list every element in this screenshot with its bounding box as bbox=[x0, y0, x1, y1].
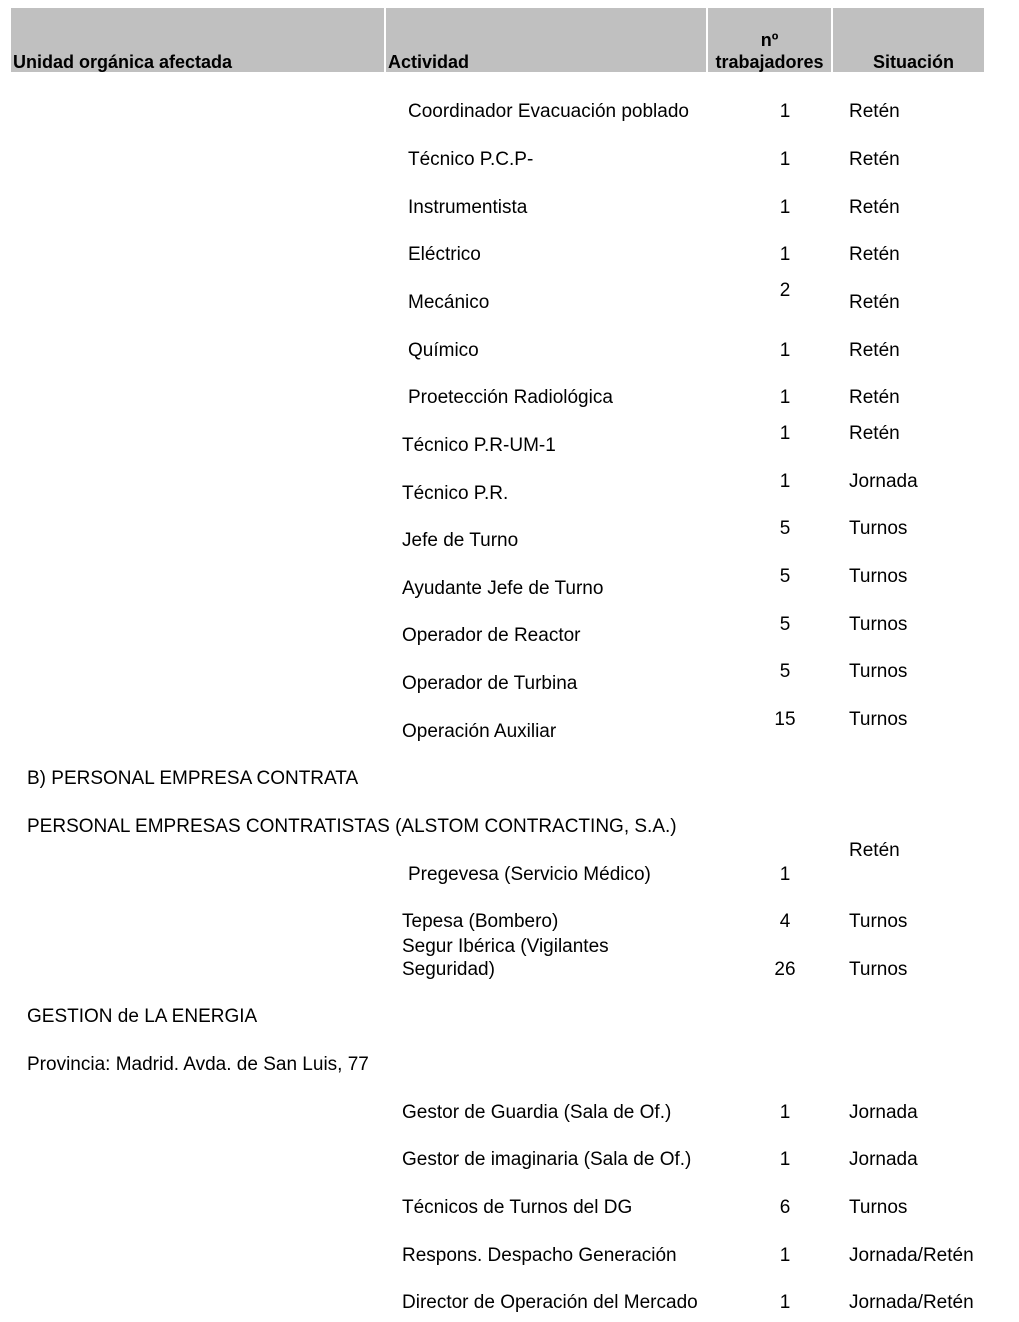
row-situacion: Turnos bbox=[849, 1197, 908, 1218]
row-numero: 1 bbox=[779, 1292, 791, 1313]
row-situacion: Retén bbox=[849, 197, 900, 218]
row-numero: 1 bbox=[779, 149, 791, 170]
row-situacion: Jornada bbox=[849, 1149, 918, 1170]
header-situacion: Situación bbox=[872, 52, 954, 72]
row-numero: 4 bbox=[779, 911, 791, 932]
row-numero: 26 bbox=[774, 959, 796, 980]
row-actividad: Proetección Radiológica bbox=[408, 387, 613, 408]
row-situacion: Turnos bbox=[849, 566, 908, 587]
row-actividad: Ayudante Jefe de Turno bbox=[402, 578, 604, 599]
header-situacion-cell bbox=[833, 8, 984, 72]
row-numero: 1 bbox=[779, 244, 791, 265]
row-numero: 1 bbox=[779, 340, 791, 361]
gestion-title: GESTION de LA ENERGIA bbox=[27, 1006, 258, 1027]
header-numero-bottom: trabajadores bbox=[715, 52, 824, 72]
row-actividad: Instrumentista bbox=[408, 197, 528, 218]
row-numero: 1 bbox=[779, 387, 791, 408]
header-unidad-cell bbox=[11, 8, 384, 72]
row-actividad: Técnico P.R. bbox=[402, 483, 509, 504]
row-numero: 1 bbox=[779, 864, 791, 885]
row-actividad: Operador de Reactor bbox=[402, 625, 581, 646]
row-situacion: Retén bbox=[849, 101, 900, 122]
row-numero: 5 bbox=[779, 661, 791, 682]
row-situacion: Turnos bbox=[849, 709, 908, 730]
row-situacion: Turnos bbox=[849, 614, 908, 635]
row-actividad: Coordinador Evacuación poblado bbox=[408, 101, 689, 122]
row-situacion: Retén bbox=[849, 292, 900, 313]
header-numero-cell bbox=[708, 8, 831, 72]
contratistas-title: PERSONAL EMPRESAS CONTRATISTAS (ALSTOM CONTRACTING, S.A.) bbox=[27, 816, 677, 837]
row-numero: 1 bbox=[779, 197, 791, 218]
header-actividad: Actividad bbox=[388, 52, 470, 72]
row-actividad: Técnico P.R-UM-1 bbox=[402, 435, 556, 456]
header-numero-top: nº bbox=[760, 30, 779, 50]
row-situacion: Retén bbox=[849, 244, 900, 265]
row-actividad-line2: Seguridad) bbox=[402, 959, 495, 980]
row-situacion: Turnos bbox=[849, 911, 908, 932]
section-b-title: B) PERSONAL EMPRESA CONTRATA bbox=[27, 768, 359, 789]
row-actividad: Operación Auxiliar bbox=[402, 721, 557, 742]
row-numero: 2 bbox=[779, 280, 791, 301]
row-numero: 5 bbox=[779, 518, 791, 539]
row-actividad: Director de Operación del Mercado bbox=[402, 1292, 698, 1313]
row-situacion: Turnos bbox=[849, 518, 908, 539]
row-actividad: Eléctrico bbox=[408, 244, 481, 265]
row-actividad: Operador de Turbina bbox=[402, 673, 578, 694]
row-situacion: Jornada bbox=[849, 471, 918, 492]
row-situacion: Jornada bbox=[849, 1102, 918, 1123]
row-situacion: Retén bbox=[849, 840, 900, 861]
row-actividad: Jefe de Turno bbox=[402, 530, 519, 551]
header-unidad: Unidad orgánica afectada bbox=[13, 52, 233, 72]
row-actividad: Técnicos de Turnos del DG bbox=[402, 1197, 633, 1218]
row-situacion: Turnos bbox=[849, 959, 908, 980]
header-actividad-cell bbox=[386, 8, 706, 72]
row-numero: 1 bbox=[779, 1245, 791, 1266]
row-situacion: Jornada/Retén bbox=[849, 1245, 974, 1266]
row-situacion: Retén bbox=[849, 387, 900, 408]
row-numero: 5 bbox=[779, 566, 791, 587]
row-actividad-line1: Segur Ibérica (Vigilantes bbox=[402, 936, 609, 957]
row-numero: 1 bbox=[779, 1102, 791, 1123]
row-actividad: Técnico P.C.P- bbox=[408, 149, 534, 170]
row-numero: 1 bbox=[779, 1149, 791, 1170]
provincia-line: Provincia: Madrid. Avda. de San Luis, 77 bbox=[27, 1054, 369, 1075]
row-situacion: Retén bbox=[849, 423, 900, 444]
row-actividad: Tepesa (Bombero) bbox=[402, 911, 559, 932]
row-numero: 1 bbox=[779, 101, 791, 122]
row-numero: 1 bbox=[779, 423, 791, 444]
row-actividad: Mecánico bbox=[408, 292, 490, 313]
row-situacion: Turnos bbox=[849, 661, 908, 682]
row-actividad: Pregevesa (Servicio Médico) bbox=[408, 864, 651, 885]
row-actividad: Gestor de imaginaria (Sala de Of.) bbox=[402, 1149, 692, 1170]
row-situacion: Jornada/Retén bbox=[849, 1292, 974, 1313]
row-actividad: Respons. Despacho Generación bbox=[402, 1245, 677, 1266]
row-numero: 1 bbox=[779, 471, 791, 492]
row-numero: 5 bbox=[779, 614, 791, 635]
row-actividad: Gestor de Guardia (Sala de Of.) bbox=[402, 1102, 672, 1123]
row-actividad: Químico bbox=[408, 340, 479, 361]
row-situacion: Retén bbox=[849, 149, 900, 170]
row-numero: 15 bbox=[774, 709, 796, 730]
row-numero: 6 bbox=[779, 1197, 791, 1218]
row-situacion: Retén bbox=[849, 340, 900, 361]
